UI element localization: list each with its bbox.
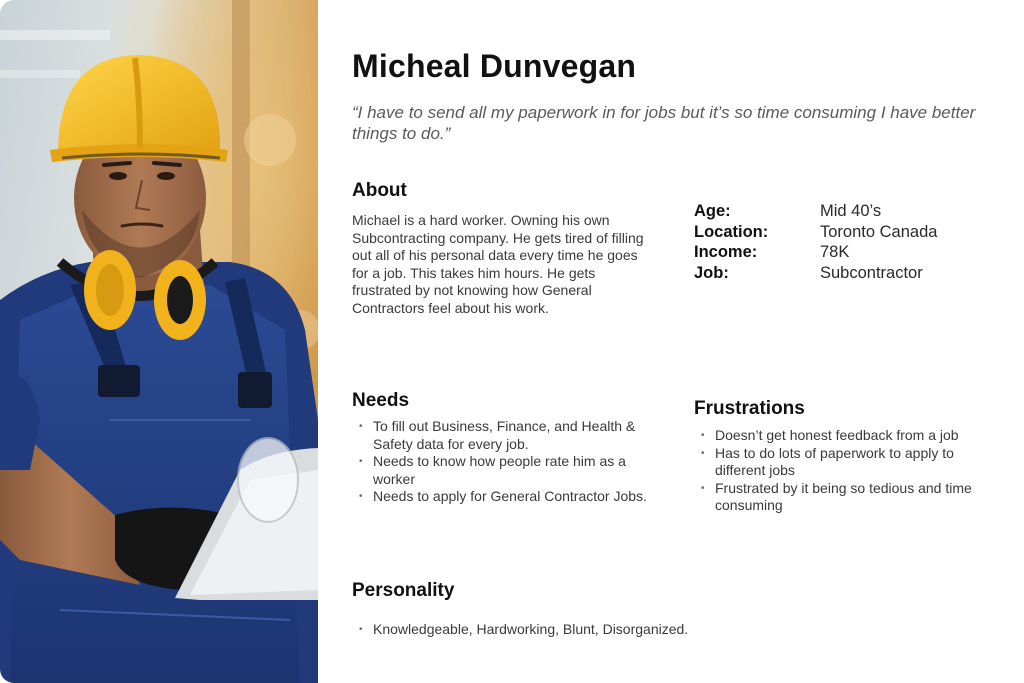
personality-title: Personality: [352, 580, 455, 601]
list-item: • Knowledgeable, Hardworking, Blunt, Disorganized.: [352, 621, 952, 639]
frustrations-title: Frustrations: [694, 398, 805, 419]
fact-row-job: [694, 264, 994, 285]
fact-row-income: [694, 243, 994, 264]
about-title: About: [352, 180, 407, 201]
needs-list: [352, 418, 647, 506]
persona-quote: “I have to send all my paperwork in for jobs but it’s so time consuming I have better things to do.”: [352, 103, 976, 143]
needs-title: Needs: [352, 390, 410, 411]
persona-facts: [694, 202, 994, 285]
fact-value: Subcontractor: [820, 264, 923, 283]
fact-label: Job:: [694, 264, 729, 283]
list-item: • Needs to apply for General Contractor Jobs.: [352, 488, 647, 506]
fact-value: 78K: [820, 243, 850, 262]
list-item: • To fill out Business, Finance, and Health & Safety data for every job.: [352, 418, 647, 453]
list-item: • Frustrated by it being so tedious and time consuming: [694, 480, 994, 515]
fact-label: Age:: [694, 202, 731, 220]
personality-list: [352, 621, 952, 639]
fact-value: Mid 40’s: [820, 202, 882, 220]
fact-label: Income:: [694, 243, 758, 262]
about-text: Michael is a hard worker. Owning his own Subcontracting company. He gets tired of filling out all of his personal data every time he goes for a job. This takes him hours. He gets frustrated by not knowing how General Contractors feel about his work.: [352, 212, 644, 316]
fact-label: Location:: [694, 222, 769, 241]
list-item: • Needs to know how people rate him as a worker: [352, 453, 647, 488]
fact-value: Toronto Canada: [820, 222, 938, 241]
fact-row-age: [694, 202, 994, 223]
frustrations-list: [694, 427, 994, 515]
persona-name: Micheal Dunvegan: [352, 48, 637, 84]
fact-row-location: [694, 223, 994, 244]
list-item: • Doesn’t get honest feedback from a job: [694, 427, 994, 445]
list-item: • Has to do lots of paperwork to apply to different jobs: [694, 445, 994, 480]
